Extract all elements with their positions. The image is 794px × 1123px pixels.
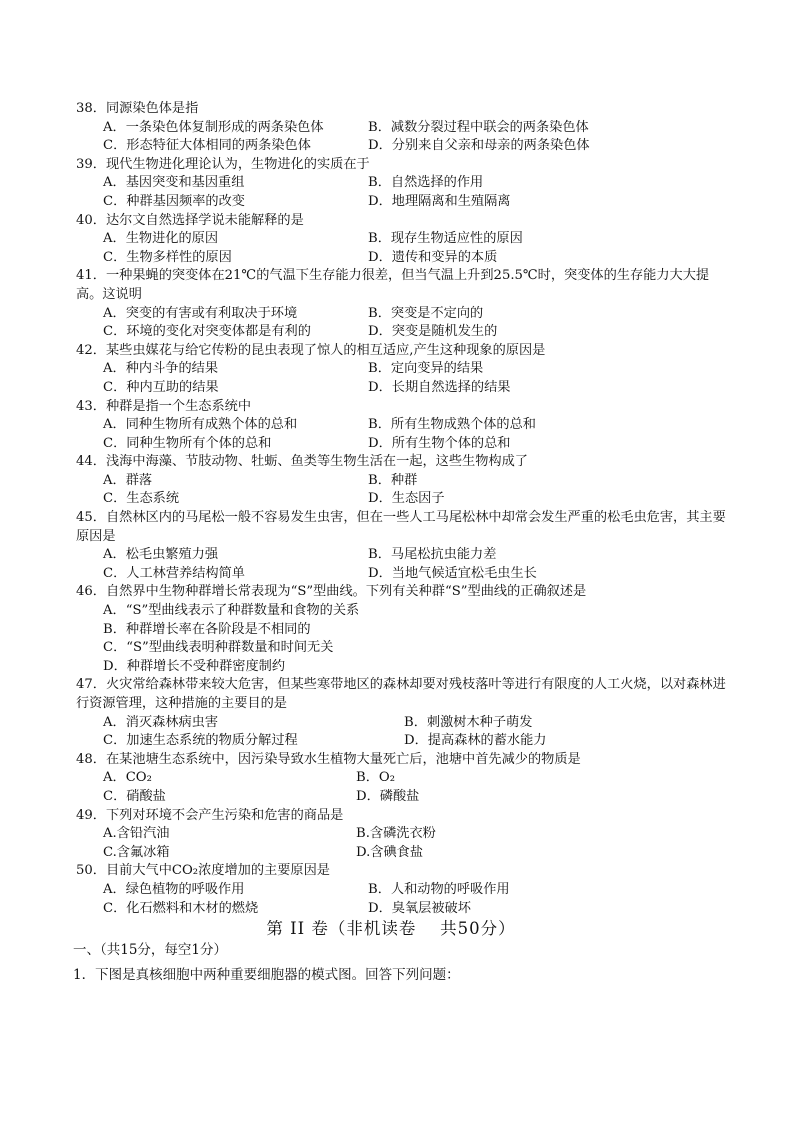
answer-option: D．种群增长不受种群密度制约 <box>103 658 286 674</box>
option-list <box>76 119 726 156</box>
question-number: 42． <box>76 342 106 358</box>
option-row <box>103 788 726 807</box>
question-50 <box>76 862 726 918</box>
answer-option: B．突变是不定向的 <box>368 305 484 321</box>
answer-option: D．所有生物个体的总和 <box>368 435 511 451</box>
option-list <box>76 230 726 267</box>
question-text: 达尔文自然选择学说未能解释的是 <box>105 212 304 228</box>
option-row <box>103 323 726 342</box>
option-row <box>103 714 726 733</box>
question-43 <box>76 398 726 454</box>
question-number: 49． <box>76 807 106 823</box>
answer-option: B．所有生物成熟个体的总和 <box>368 417 536 433</box>
question-number: 46． <box>76 584 106 600</box>
answer-option: D．磷酸盐 <box>356 788 420 804</box>
answer-option: B．刺激树木种子萌发 <box>404 714 533 730</box>
option-row <box>103 490 726 509</box>
option-list <box>76 472 726 509</box>
answer-option: A．突变的有害或有利取决于环境 <box>103 305 298 321</box>
question-text: 某些虫媒花与给它传粉的昆虫表现了惊人的相互适应,产生这种现象的原因是 <box>105 342 546 358</box>
question-stem <box>76 676 726 713</box>
question-stem <box>76 583 726 602</box>
question-38 <box>76 100 726 156</box>
option-row <box>103 119 726 138</box>
answer-option: A．CO₂ <box>103 770 152 786</box>
option-row <box>103 360 726 379</box>
question-number: 38． <box>76 101 106 116</box>
answer-option: B．减数分裂过程中联会的两条染色体 <box>368 119 589 135</box>
question-41 <box>76 267 726 341</box>
question-number: 39． <box>76 156 106 172</box>
question-text: 自然林区内的马尾松一般不容易发生虫害，但在一些人工马尾松林中却常会发生严重的松毛虫危害，其主要原因是 <box>76 510 726 544</box>
answer-option: D．遗传和变异的本质 <box>368 249 498 265</box>
question-stem <box>76 156 726 175</box>
question-text: 浅海中海藻、节肢动物、牡蛎、鱼类等生物生活在一起，这些生物构成了 <box>105 454 528 470</box>
answer-option: B．人和动物的呼吸作用 <box>368 881 510 897</box>
question-44 <box>76 453 726 509</box>
question-number: 50． <box>76 863 106 879</box>
answer-option: B．种群 <box>368 472 418 488</box>
option-list <box>76 416 726 453</box>
question-stem <box>76 862 726 881</box>
exam-page <box>73 100 726 986</box>
part-two-title: 第 II 卷（非机读卷 共50分） <box>266 919 516 939</box>
option-row <box>103 230 726 249</box>
answer-option: C．环境的变化对突变体都是有利的 <box>103 324 311 340</box>
option-list <box>76 714 726 751</box>
question-1-stem: 1．下图是真核细胞中两种重要细胞器的模式图。回答下列问题： <box>73 967 460 984</box>
answer-option: D．提高森林的蓄水能力 <box>404 733 547 749</box>
option-row <box>103 900 726 919</box>
option-row <box>103 416 726 435</box>
answer-option: C．种群基因频率的改变 <box>103 193 245 209</box>
question-40 <box>76 212 726 268</box>
answer-option: B．马尾松抗虫能力差 <box>368 547 497 563</box>
option-list <box>76 305 726 342</box>
question-text: 目前大气中CO₂浓度增加的主要原因是 <box>105 863 330 879</box>
answer-option: B．定向变异的结果 <box>368 361 484 377</box>
answer-option: D．地理隔离和生殖隔离 <box>368 193 511 209</box>
option-row <box>103 435 726 454</box>
answer-option: C．人工林营养结构简单 <box>103 565 245 581</box>
question-39 <box>76 156 726 212</box>
question-number: 41． <box>76 268 106 284</box>
option-list <box>76 602 726 676</box>
option-list <box>76 360 726 397</box>
answer-option: D．臭氧层被破坏 <box>368 900 471 916</box>
option-row <box>103 844 726 863</box>
question-text: 在某池塘生态系统中，因污染导致水生植物大量死亡后，池塘中首先减少的物质是 <box>105 751 581 767</box>
option-row <box>103 825 726 844</box>
question-stem <box>76 267 726 304</box>
question-number: 43． <box>76 398 106 414</box>
answer-option: C.含氟冰箱 <box>103 844 170 860</box>
answer-option: B．种群增长率在各阶段是不相同的 <box>103 621 311 637</box>
section-heading: 一、（共15分，每空1分） <box>73 942 228 959</box>
question-46 <box>76 583 726 676</box>
question-42 <box>76 342 726 398</box>
option-row <box>103 565 726 584</box>
question-stem <box>76 453 726 472</box>
answer-option: C．化石燃料和木材的燃烧 <box>103 900 259 916</box>
answer-option: A．同种生物所有成熟个体的总和 <box>103 417 298 433</box>
option-list <box>76 881 726 918</box>
answer-option: A．种内斗争的结果 <box>103 361 219 377</box>
answer-option: A．群落 <box>103 472 153 488</box>
option-row <box>103 137 726 156</box>
answer-option: A．一条染色体复制形成的两条染色体 <box>103 119 324 135</box>
option-row <box>103 769 726 788</box>
question-text: 一种果蝇的突变体在21℃的气温下生存能力很差，但当气温上升到25.5℃时，突变体的生存能力大大提高。这说明 <box>76 268 710 302</box>
option-row <box>103 546 726 565</box>
answer-option: C．生态系统 <box>103 491 180 507</box>
option-row <box>103 379 726 398</box>
answer-option: C．形态特征大体相同的两条染色体 <box>103 138 311 154</box>
question-stem <box>76 807 726 826</box>
answer-option: C．种内互助的结果 <box>103 379 219 395</box>
question-text: 自然界中生物种群增长常表现为“S”型曲线。下列有关种群“S”型曲线的正确叙述是 <box>105 584 587 600</box>
question-number: 48． <box>76 751 106 767</box>
option-row <box>103 193 726 212</box>
option-row <box>103 732 726 751</box>
answer-option: B.含磷洗衣粉 <box>356 826 436 842</box>
question-stem <box>76 751 726 770</box>
answer-option: A．基因突变和基因重组 <box>103 175 245 191</box>
question-stem <box>76 212 726 231</box>
answer-option: B．O₂ <box>356 770 395 786</box>
answer-option: A．消灭森林病虫害 <box>103 714 219 730</box>
answer-option: D．突变是随机发生的 <box>368 324 498 340</box>
question-number: 40． <box>76 212 106 228</box>
question-text: 火灾常给森林带来较大危害，但某些寒带地区的森林却要对残枝落叶等进行有限度的人工火烧，以对森林进行资源管理，这种措施的主要目的是 <box>76 677 726 711</box>
answer-option: D．当地气候适宜松毛虫生长 <box>368 565 537 581</box>
question-text: 种群是指一个生态系统中 <box>105 398 252 414</box>
option-list <box>76 546 726 583</box>
question-45 <box>76 509 726 583</box>
question-stem <box>76 398 726 417</box>
option-row <box>103 881 726 900</box>
answer-option: A．“S”型曲线表示了种群数量和食物的关系 <box>103 603 360 619</box>
question-stem <box>76 342 726 361</box>
question-stem <box>76 509 726 546</box>
answer-option: A．松毛虫繁殖力强 <box>103 547 219 563</box>
option-list <box>76 825 726 862</box>
answer-option: D．长期自然选择的结果 <box>368 379 511 395</box>
answer-option: C．同种生物所有个体的总和 <box>103 435 272 451</box>
option-list <box>76 769 726 806</box>
option-row <box>103 305 726 324</box>
answer-option: B．自然选择的作用 <box>368 175 484 191</box>
answer-option: D．生态因子 <box>368 491 445 507</box>
question-number: 44． <box>76 454 106 470</box>
answer-option: C．“S”型曲线表明种群数量和时间无关 <box>103 640 334 656</box>
answer-option: C．生物多样性的原因 <box>103 249 232 265</box>
question-number: 45． <box>76 510 106 526</box>
question-48 <box>76 751 726 807</box>
option-row <box>103 174 726 193</box>
question-number: 47． <box>76 677 106 693</box>
question-text: 现代生物进化理论认为，生物进化的实质在于 <box>105 156 370 172</box>
answer-option: C．硝酸盐 <box>103 788 166 804</box>
answer-option: A.含铅汽油 <box>103 826 170 842</box>
answer-option: A．绿色植物的呼吸作用 <box>103 881 245 897</box>
answer-option: D．分别来自父亲和母亲的两条染色体 <box>368 138 590 154</box>
answer-option: A．生物进化的原因 <box>103 231 219 247</box>
answer-option: C．加速生态系统的物质分解过程 <box>103 733 298 749</box>
option-row <box>103 472 726 491</box>
question-49 <box>76 807 726 863</box>
option-list <box>76 174 726 211</box>
question-stem <box>76 100 726 119</box>
question-47 <box>76 676 726 750</box>
option-row <box>103 249 726 268</box>
question-text: 同源染色体是指 <box>105 101 199 116</box>
answer-option: B．现存生物适应性的原因 <box>368 231 523 247</box>
question-text: 下列对环境不会产生污染和危害的商品是 <box>105 807 344 823</box>
answer-option: D.含碘食盐 <box>356 844 424 860</box>
question-list <box>76 100 726 918</box>
